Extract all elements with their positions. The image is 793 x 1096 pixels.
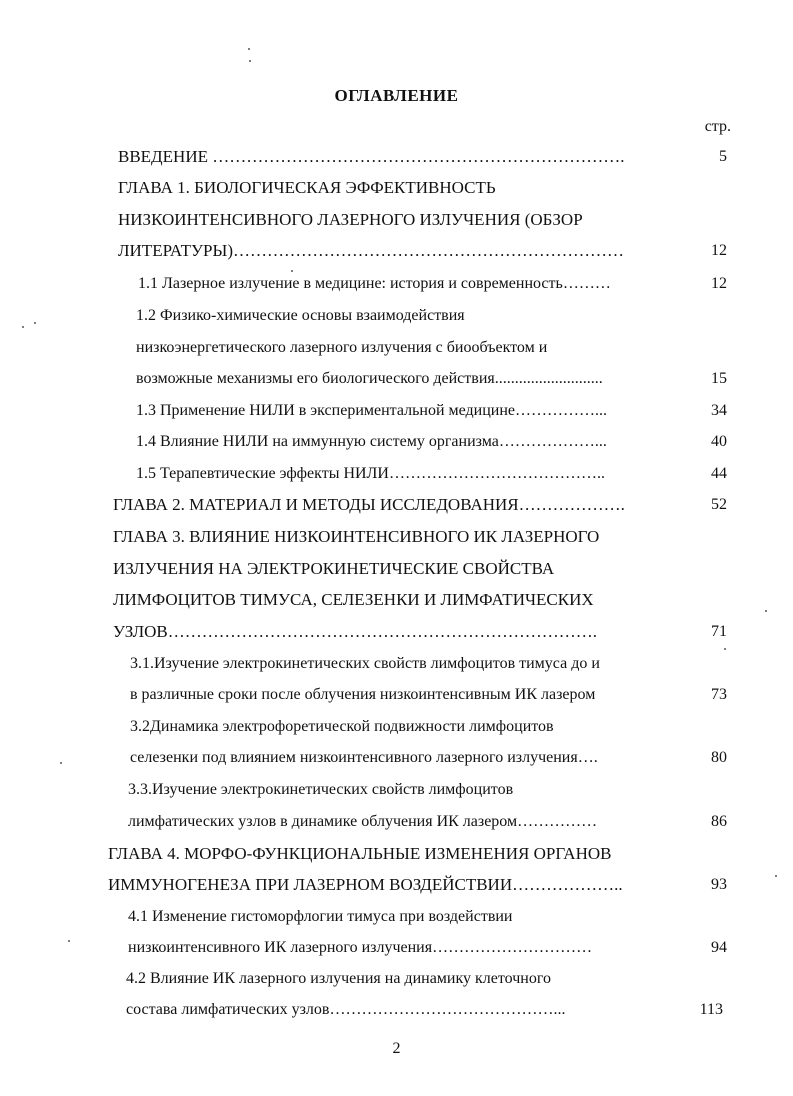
- toc-line: ЛИМФОЦИТОВ ТИМУСА, СЕЛЕЗЕНКИ И ЛИМФАТИЧЕСКИХ: [113, 590, 594, 609]
- toc-line: лимфатических узлов в динамике облучения ИК лазером……………: [128, 813, 598, 830]
- toc-line: 4.2 Влияние ИК лазерного излучения на динамику клеточного: [126, 970, 552, 987]
- page-title: ОГЛАВЛЕНИЕ: [334, 86, 459, 105]
- toc-page-number: 93: [711, 876, 727, 893]
- toc-line: ВВЕДЕНИЕ ……………………………………………………………….: [118, 147, 625, 166]
- toc-line: состава лимфатических узлов……………………………………...: [126, 1001, 566, 1018]
- toc-line: 1.5 Терапевтические эффекты НИЛИ…………………………………..: [136, 465, 605, 482]
- scan-speck: [765, 610, 767, 612]
- toc-line: низкоинтенсивного ИК лазерного излучения…………………………: [128, 939, 593, 956]
- toc-line: ГЛАВА 1. БИОЛОГИЧЕСКАЯ ЭФФЕКТИВНОСТЬ: [118, 178, 496, 197]
- scan-speck: [248, 48, 250, 50]
- toc-line: 1.4 Влияние НИЛИ на иммунную систему организма………………...: [136, 433, 607, 450]
- toc-page-number: 52: [711, 496, 727, 513]
- toc-page-number: 12: [711, 242, 727, 259]
- toc-line: ЛИТЕРАТУРЫ)……………………………………………………………: [118, 241, 624, 260]
- toc-page-number: 34: [711, 402, 727, 419]
- toc-line: 4.1 Изменение гистоморфлогии тимуса при воздействии: [128, 908, 513, 925]
- toc-line: 1.1 Лазерное излучение в медицине: история и современность………: [138, 275, 611, 292]
- scan-speck: [34, 322, 36, 324]
- toc-page-number: 94: [711, 939, 727, 956]
- toc-line: ИММУНОГЕНЕЗА ПРИ ЛАЗЕРНОМ ВОЗДЕЙСТВИИ………………..: [108, 875, 623, 894]
- toc-page-number: 73: [711, 686, 727, 703]
- toc-page-number: 113: [699, 1001, 723, 1018]
- scan-speck: [22, 326, 24, 328]
- toc-line: 3.1.Изучение электрокинетических свойств лимфоцитов тимуса до и: [130, 655, 600, 672]
- scan-speck: [775, 875, 777, 877]
- scan-speck: [249, 60, 251, 62]
- toc-line: 3.2Динамика электрофоретической подвижности лимфоцитов: [130, 718, 554, 735]
- toc-line: в различные сроки после облучения низкоинтенсивным ИК лазером: [130, 686, 596, 703]
- toc-page-number: 5: [719, 148, 727, 165]
- toc-line: ГЛАВА 2. МАТЕРИАЛ И МЕТОДЫ ИССЛЕДОВАНИЯ……………….: [113, 495, 625, 514]
- toc-page-number: 12: [711, 275, 727, 292]
- scan-speck: [291, 270, 293, 272]
- toc-page-number: 15: [711, 370, 727, 387]
- toc-page-number: 40: [711, 433, 727, 450]
- toc-line: селезенки под влиянием низкоинтенсивного лазерного излучения….: [130, 749, 598, 766]
- toc-line: низкоэнергетического лазерного излучения с биообъектом и: [136, 339, 548, 356]
- toc-line: возможные механизмы его биологического действия...........................: [136, 370, 603, 387]
- scan-speck: [68, 940, 70, 942]
- toc-line: ГЛАВА 3. ВЛИЯНИЕ НИЗКОИНТЕНСИВНОГО ИК ЛАЗЕРНОГО: [113, 527, 600, 546]
- toc-page-number: 80: [711, 749, 727, 766]
- scan-speck: [60, 762, 62, 764]
- toc-page-number: 44: [711, 465, 727, 482]
- page-column-label: стр.: [704, 118, 731, 135]
- toc-line: ИЗЛУЧЕНИЯ НА ЭЛЕКТРОКИНЕТИЧЕСКИЕ СВОЙСТВА: [113, 559, 555, 578]
- toc-line: УЗЛОВ………………………………………………………………….: [113, 622, 597, 641]
- toc-line: НИЗКОИНТЕНСИВНОГО ЛАЗЕРНОГО ИЗЛУЧЕНИЯ (ОБЗОР: [118, 210, 583, 229]
- toc-line: 3.3.Изучение электрокинетических свойств лимфоцитов: [128, 781, 514, 798]
- toc-line: 1.2 Физико-химические основы взаимодействия: [136, 307, 465, 324]
- scan-speck: [724, 648, 726, 650]
- page-number: 2: [392, 1040, 401, 1057]
- toc-page-number: 71: [711, 623, 727, 640]
- toc-page-number: 86: [711, 813, 727, 830]
- toc-line: ГЛАВА 4. МОРФО-ФУНКЦИОНАЛЬНЫЕ ИЗМЕНЕНИЯ ОРГАНОВ: [108, 844, 612, 863]
- toc-line: 1.3 Применение НИЛИ в экспериментальной медицине……………...: [136, 402, 608, 419]
